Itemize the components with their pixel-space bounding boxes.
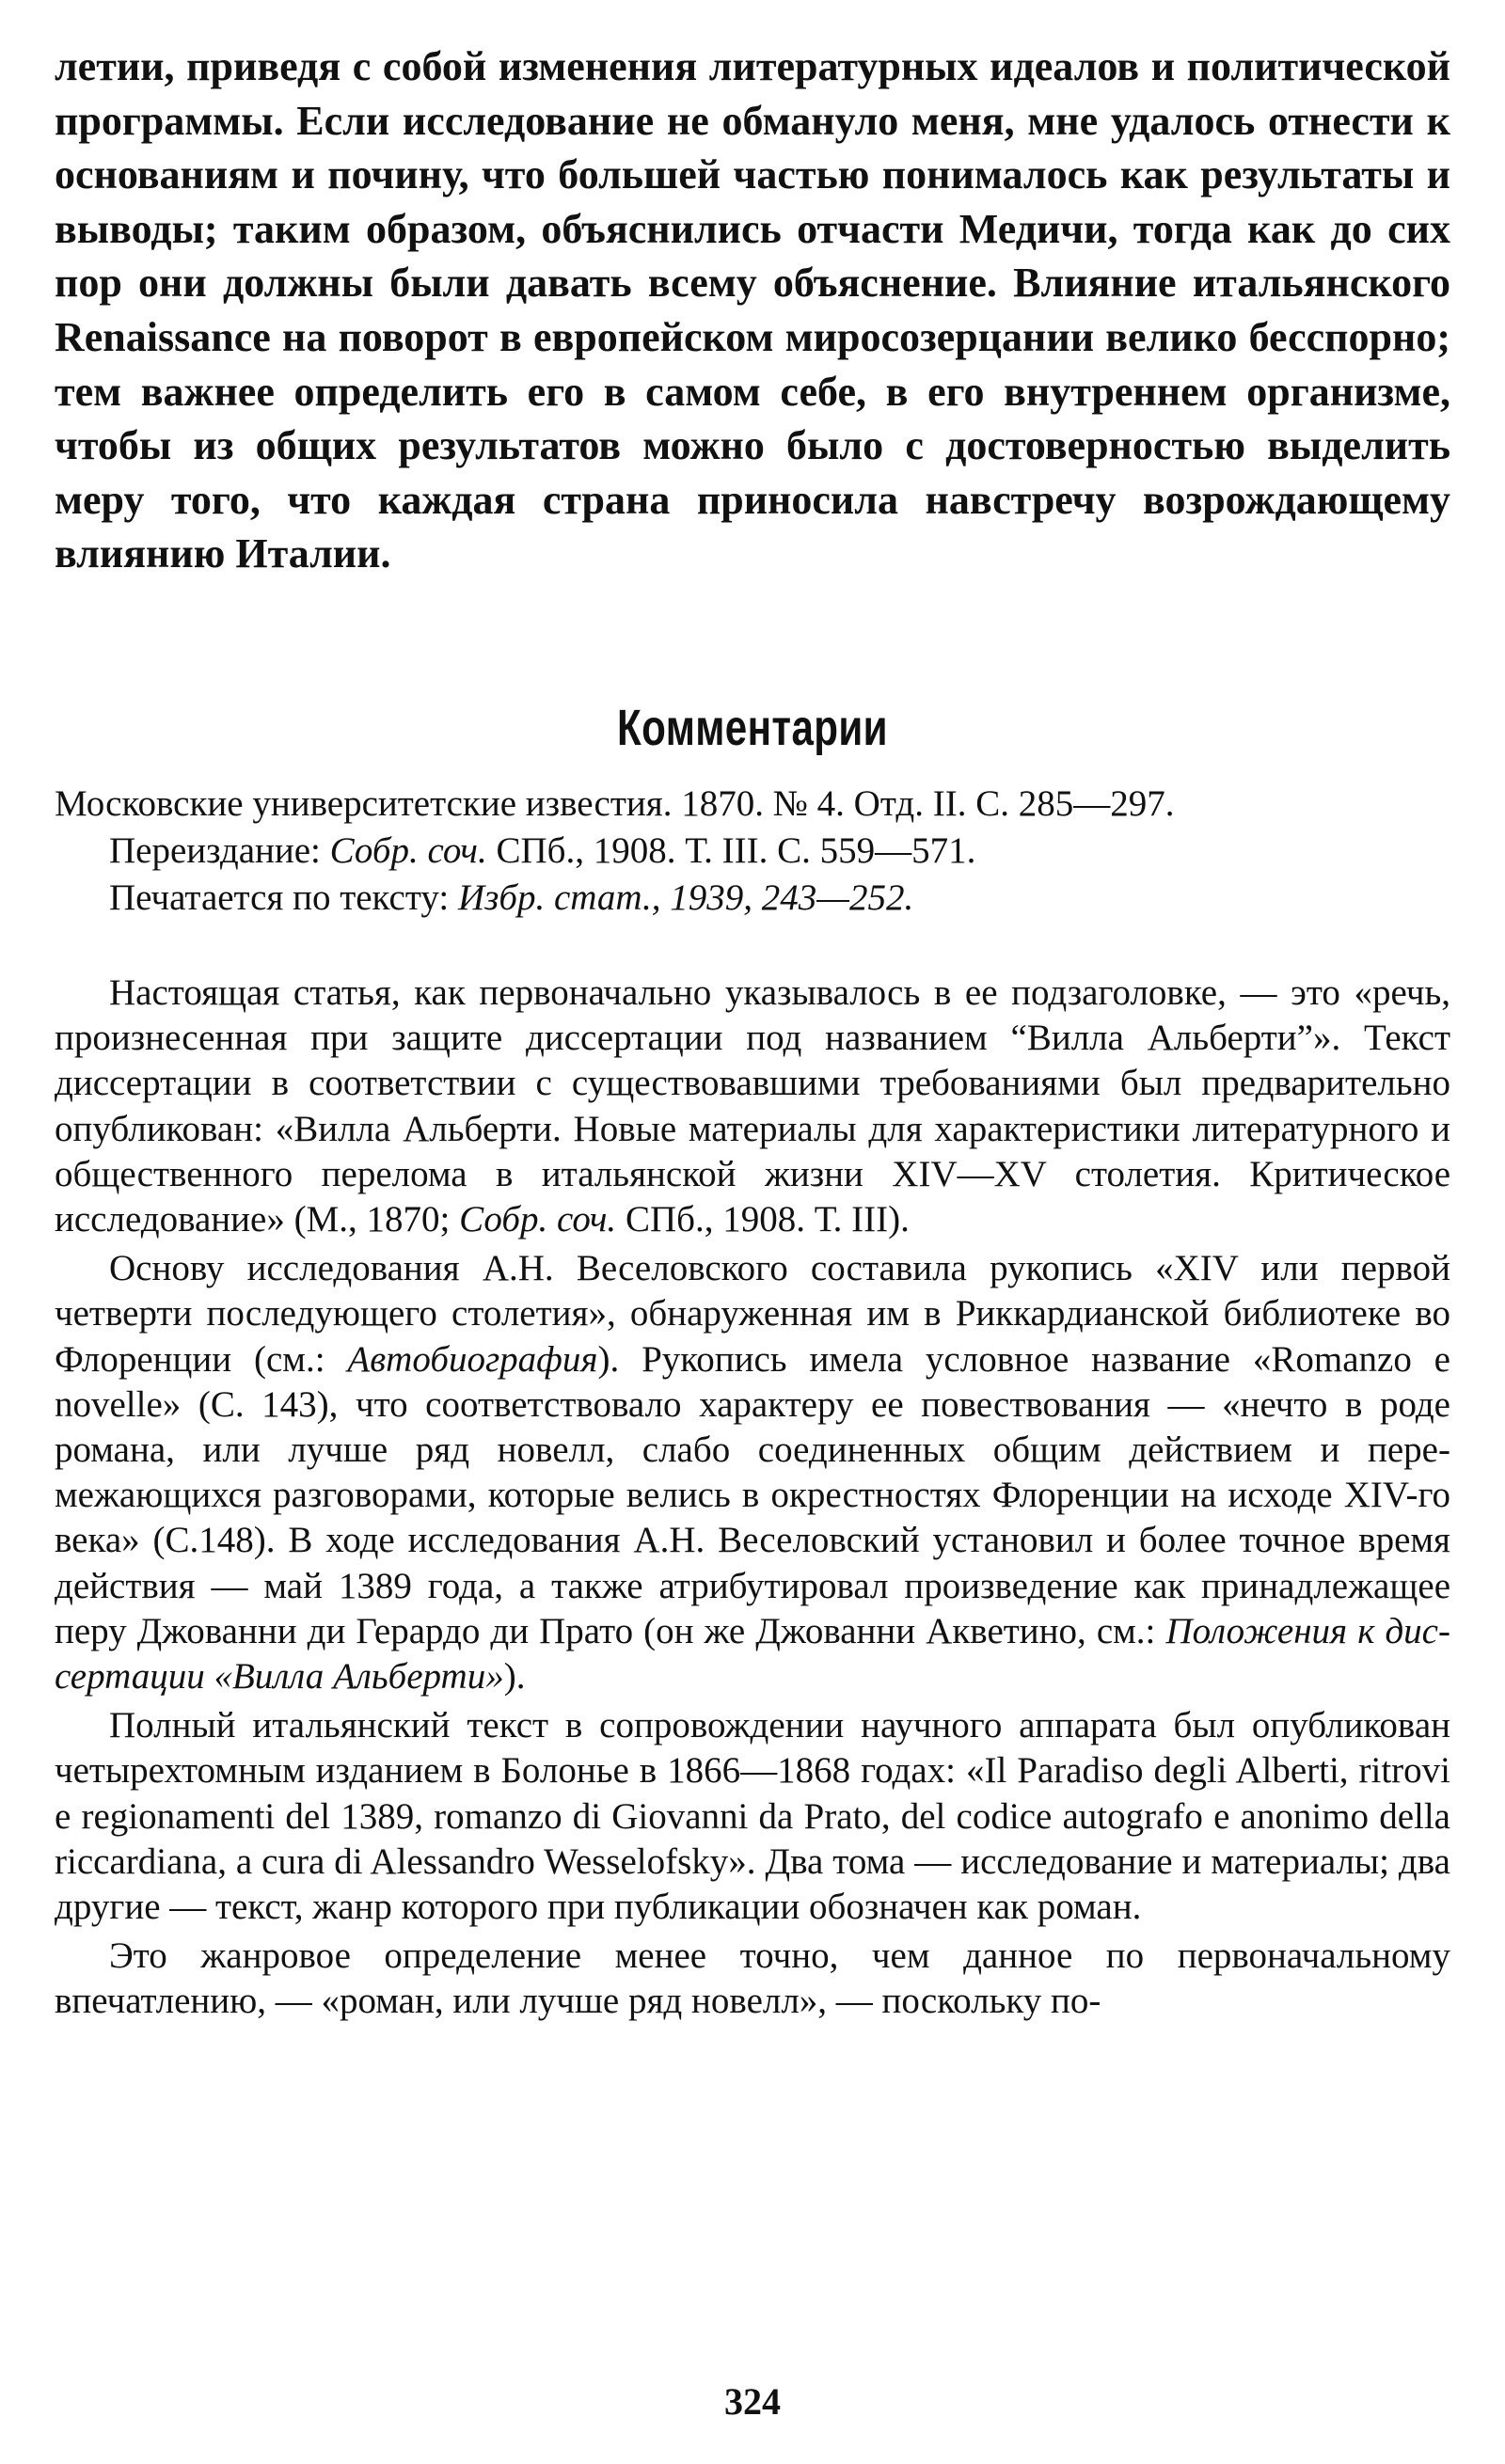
commentary-paragraph-2 bbox=[55, 1246, 1450, 1699]
source-line-2 bbox=[55, 828, 1450, 875]
source-line-2-prefix: Переиздание: bbox=[109, 829, 330, 871]
source-line-3-prefix: Печатается по тексту: bbox=[109, 877, 458, 918]
page-number: 324 bbox=[724, 2380, 781, 2423]
p2-text-a: Основу исследования А.Н. Веселовского составила рукопись «XIV или первой четверти последующего столетия», обнаруженная им в Риккардианской библиотеке во Флоренции (см.: bbox=[55, 1248, 1450, 1380]
continuation-text: летии, приведя с собой изменения литературных идеалов и политической программы. Если исследование не обмануло меня, мне удалось отнести к основаниям и почину, что большей частью понималось как результаты и выводы; таким образом, объяснились отчасти Медичи, тогда как до сих пор они должны были давать всему объяснение. Влияние итальянского Renaissance на поворот в европейском миросозерцании велико бесспорно; тем важнее определить его в самом себе, в его внутреннем организме, чтобы из общих результатов можно было с достоверностью выделить меру того, что каждая страна приносила навстречу возрождающему влиянию Италии. bbox=[55, 43, 1450, 577]
source-line-3-italic: Избр. стат., 1939, 243—252. bbox=[457, 877, 914, 918]
p2-text-c: ). bbox=[503, 1655, 526, 1697]
source-line-1: Московские университетские известия. 1870. № 4. Отд. II. С. 285—297. bbox=[55, 782, 1175, 824]
commentary-paragraph-3: Полный итальянский текст в сопровождении научного аппарата был опубликован четырехтомным изданием в Болонье в 1866—1868 годах: «Il Paradiso degli Alberti, ritrovi e regionamenti del 1389, romanzo di Giovanni da Prato, del codice autografo e anonimo della riccardiana, a cura di Alessandro Wesselofsky». Два тома — исследование и материалы; два другие — текст, жанр которого при публикации обозначен как роман. bbox=[55, 1705, 1450, 1927]
p2-italic-2: Положения к диссертации «Вилла Альберти» bbox=[55, 1610, 1450, 1697]
p2-italic-1: Автобиография bbox=[347, 1338, 598, 1380]
source-line-3 bbox=[55, 875, 1450, 922]
p2-text-b: ). Рукопись имела условное название «Romanzo e novelle» (С. 143), что соответствовало характеру ее повествования — «нечто в роде романа, или лучше ряд новелл, слабо соединенных общим действием и перемежающихся разговорами, которые велись в окрестностях Флоренции на исходе XIV-го века» (С.148). В ходе исследования А.Н. Веселовский установил и более точное время действия — май 1389 года, а также атрибутировал произведение как принадлежащее перу Джованни ди Герардо ди Прато (он же Джованни Акветино, см.: bbox=[55, 1338, 1450, 1651]
p1-text-b: СПб., 1908. Т. III). bbox=[616, 1198, 910, 1240]
commentary-paragraph-1 bbox=[55, 971, 1450, 1242]
p1-text-a: Настоящая статья, как первоначально указывалось в ее подзаголовке, — это «речь, произнесенная при защите диссертации под названием “Вилла Альберти”». Текст диссертации в соответствии с существовавшими требованиями был предварительно опубликован: «Вилла Альберти. Новые материалы для характеристики литературного и общественного перелома в итальянской жизни XIV—XV столетия. Критическое исследование» (М., 1870; bbox=[55, 971, 1450, 1240]
source-info bbox=[55, 781, 1450, 922]
source-line-2-suffix: СПб., 1908. Т. III. С. 559—571. bbox=[486, 829, 976, 871]
commentary-paragraph-4: Это жанровое определение менее точно, чем данное по первоначальному впечатлению, — «роман, или лучше ряд новелл», — поскольку по- bbox=[55, 1935, 1450, 2022]
continuation-paragraph bbox=[55, 39, 1450, 581]
commentary-body bbox=[55, 971, 1450, 2025]
p1-italic: Собр. соч. bbox=[459, 1198, 617, 1240]
section-heading: Комментарии bbox=[617, 699, 888, 756]
source-line-2-italic: Собр. соч. bbox=[329, 829, 487, 871]
page-content bbox=[55, 39, 1450, 2025]
